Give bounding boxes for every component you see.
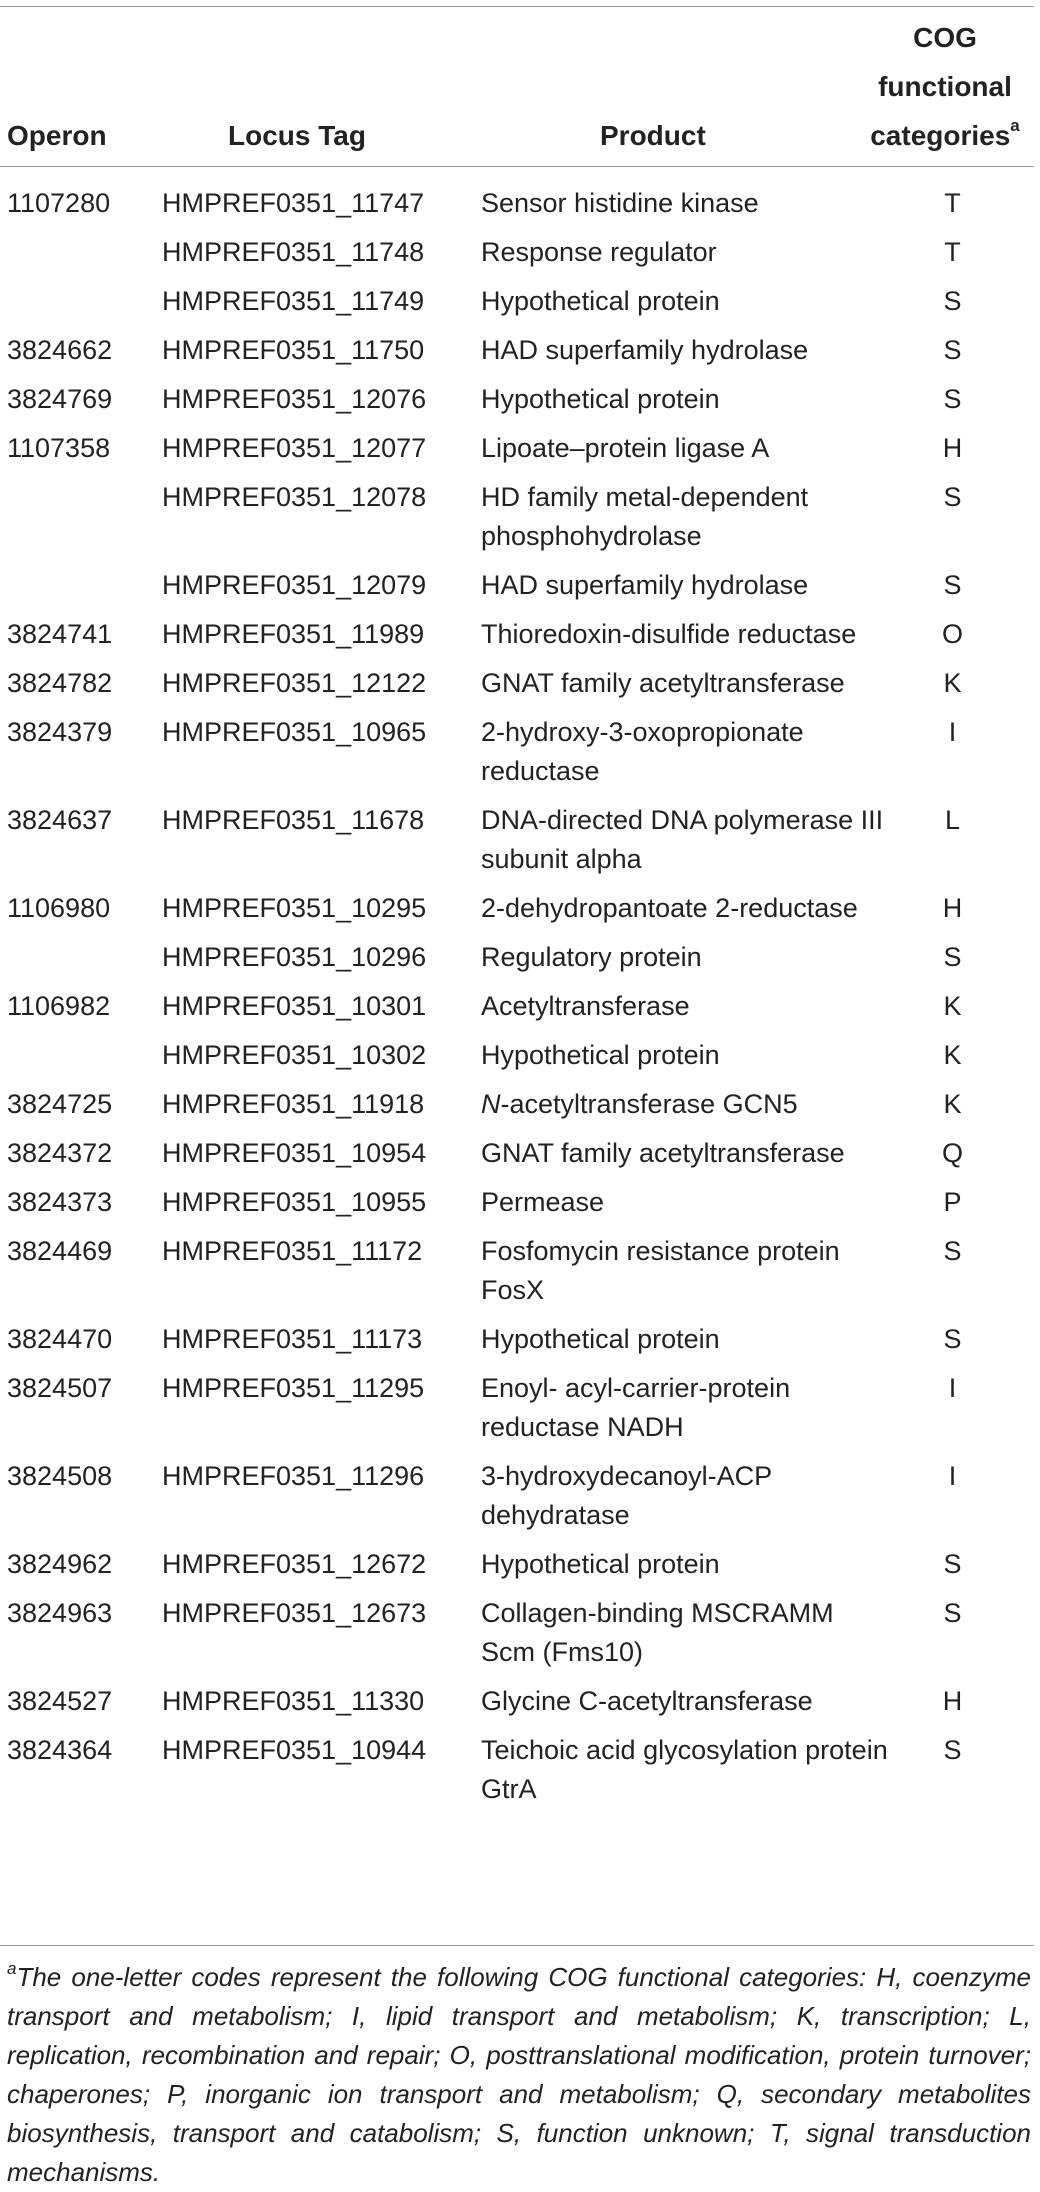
cell-locus-tag: HMPREF0351_12078: [162, 482, 427, 512]
cell-cog-category: O: [941, 619, 963, 649]
table-row: [0, 1132, 1040, 1181]
cell-locus-tag: HMPREF0351_12673: [162, 1598, 427, 1628]
cell-product: [481, 233, 891, 272]
cell-product-text: Collagen-binding MSCRAMM Scm (Fms10): [481, 1598, 834, 1667]
table-row: [0, 1181, 1040, 1230]
table-bottom-rule: [0, 1945, 1034, 1946]
cell-product: [481, 713, 891, 791]
cell-operon: 3824662: [7, 335, 113, 365]
cell-product: [481, 987, 891, 1026]
footnote-marker: a: [7, 1959, 17, 1978]
cell-locus-tag: HMPREF0351_10965: [162, 717, 427, 747]
cell-product: [481, 282, 891, 321]
header-cog-line3: categories: [870, 120, 1011, 151]
table-row: [0, 427, 1040, 476]
cell-product-text: Teichoic acid glycosylation protein GtrA: [481, 1735, 888, 1804]
cell-product-text: Hypothetical protein: [481, 1040, 720, 1070]
cell-product: [481, 889, 891, 928]
table-row: [0, 1592, 1040, 1680]
cell-operon: 3824962: [7, 1549, 113, 1579]
cell-product: [481, 664, 891, 703]
cell-locus-tag: HMPREF0351_10955: [162, 1187, 427, 1217]
header-product: Product: [600, 120, 706, 151]
cell-cog-category: S: [943, 286, 962, 316]
table-row: [0, 280, 1040, 329]
cell-cog-category: T: [944, 188, 961, 218]
cell-product: [481, 331, 891, 370]
header-locus-tag: Locus Tag: [228, 120, 366, 151]
cell-cog-category: S: [943, 384, 962, 414]
cell-cog-category: K: [943, 1040, 962, 1070]
header-cog-line3-wrap: [870, 111, 1020, 160]
cell-locus-tag: HMPREF0351_10944: [162, 1735, 427, 1765]
cell-product-text: Permease: [481, 1187, 605, 1217]
cell-operon: 3824379: [7, 717, 113, 747]
cell-product: [481, 938, 891, 977]
table-row: [0, 1318, 1040, 1367]
cell-operon: 3824741: [7, 619, 113, 649]
cell-product: [481, 566, 891, 605]
cell-locus-tag: HMPREF0351_10301: [162, 991, 427, 1021]
cell-operon: 1107280: [7, 188, 111, 218]
cell-cog-category: H: [942, 433, 963, 463]
cell-locus-tag: HMPREF0351_11678: [162, 805, 425, 835]
cell-cog-category: S: [943, 1598, 962, 1628]
table-row: [0, 476, 1040, 564]
cell-product: [481, 615, 891, 654]
table-row: [0, 662, 1040, 711]
cell-cog-category: K: [943, 1089, 962, 1119]
table-row: [0, 231, 1040, 280]
cell-cog-category: Q: [941, 1138, 963, 1168]
cell-locus-tag: HMPREF0351_12122: [162, 668, 427, 698]
cell-operon: 3824769: [7, 384, 113, 414]
cell-product-text: Hypothetical protein: [481, 1549, 720, 1579]
cell-product-text: Thioredoxin-disulfide reductase: [481, 619, 857, 649]
table-row: [0, 711, 1040, 799]
cell-cog-category: P: [943, 1187, 962, 1217]
cell-operon: 3824469: [7, 1236, 113, 1266]
cell-product: [481, 1085, 891, 1124]
cell-cog-category: S: [943, 570, 962, 600]
cell-operon: 3824725: [7, 1089, 113, 1119]
table-row: [0, 985, 1040, 1034]
cell-locus-tag: HMPREF0351_11989: [162, 619, 425, 649]
cell-operon: 3824470: [7, 1324, 113, 1354]
cell-product: [481, 1457, 891, 1535]
cell-product: [481, 1183, 891, 1222]
cell-product-text: Hypothetical protein: [481, 1324, 720, 1354]
cell-cog-category: L: [944, 805, 961, 835]
cell-operon: 1107358: [7, 433, 111, 463]
cell-locus-tag: HMPREF0351_11330: [162, 1686, 425, 1716]
cell-locus-tag: HMPREF0351_11296: [162, 1461, 425, 1491]
cell-cog-category: H: [942, 893, 963, 923]
cell-product: [481, 1369, 891, 1447]
cell-product-text: Enoyl- acyl-carrier-protein reductase NADH: [481, 1373, 791, 1442]
cell-operon: 1106980: [7, 893, 111, 923]
cell-locus-tag: HMPREF0351_11173: [162, 1324, 423, 1354]
cell-product-text: GNAT family acetyltransferase: [481, 668, 845, 698]
cell-locus-tag: HMPREF0351_10954: [162, 1138, 427, 1168]
cell-operon: 3824963: [7, 1598, 113, 1628]
cell-operon: 3824637: [7, 805, 113, 835]
cell-product-text: 2-dehydropantoate 2-reductase: [481, 893, 858, 923]
header-operon: Operon: [7, 120, 107, 151]
cell-locus-tag: HMPREF0351_11295: [162, 1373, 425, 1403]
table-body: [0, 182, 1040, 1817]
table-row: [0, 936, 1040, 985]
cell-cog-category: K: [943, 991, 962, 1021]
cell-operon: 3824372: [7, 1138, 113, 1168]
cell-operon: 3824527: [7, 1686, 113, 1716]
cell-operon: 3824507: [7, 1373, 113, 1403]
cell-cog-category: I: [948, 1461, 957, 1491]
header-cog-line1: COG: [913, 22, 977, 53]
cell-operon: 1106982: [7, 991, 111, 1021]
cell-locus-tag: HMPREF0351_10296: [162, 942, 427, 972]
cell-locus-tag: HMPREF0351_12672: [162, 1549, 427, 1579]
cell-product: [481, 1232, 891, 1310]
header-cog-line2: functional: [878, 71, 1012, 102]
cell-locus-tag: HMPREF0351_11748: [162, 237, 425, 267]
cell-cog-category: S: [943, 1324, 962, 1354]
cell-product: [481, 380, 891, 419]
cell-cog-category: I: [948, 717, 957, 747]
cell-locus-tag: HMPREF0351_11747: [162, 188, 425, 218]
cell-product: [481, 1731, 891, 1809]
cell-locus-tag: HMPREF0351_11172: [162, 1236, 423, 1266]
table-row: [0, 1230, 1040, 1318]
cell-product-text: DNA-directed DNA polymerase III subunit alpha: [481, 805, 884, 874]
cell-locus-tag: HMPREF0351_10302: [162, 1040, 427, 1070]
cell-product-text: GNAT family acetyltransferase: [481, 1138, 845, 1168]
cell-locus-tag: HMPREF0351_12076: [162, 384, 427, 414]
cell-product: [481, 478, 891, 556]
cell-product-text: Sensor histidine kinase: [481, 188, 759, 218]
cell-operon: 3824508: [7, 1461, 113, 1491]
cell-product-text: HAD superfamily hydrolase: [481, 570, 809, 600]
cell-locus-tag: HMPREF0351_10295: [162, 893, 427, 923]
table-row: [0, 378, 1040, 427]
cell-cog-category: S: [943, 1236, 962, 1266]
cell-product: [481, 1682, 891, 1721]
cell-cog-category: S: [943, 335, 962, 365]
cell-cog-category: S: [943, 942, 962, 972]
cell-product-text: Glycine C-acetyltransferase: [481, 1686, 813, 1716]
cell-cog-category: K: [943, 668, 962, 698]
table-row: [0, 1083, 1040, 1132]
cell-product-text: Regulatory protein: [481, 942, 702, 972]
cell-product: [481, 801, 891, 879]
cell-product: [481, 429, 891, 468]
header-cog-footnote-marker: a: [1010, 116, 1020, 135]
table-footnote: [7, 1958, 1031, 2192]
cell-cog-category: S: [943, 1549, 962, 1579]
cell-product: [481, 1320, 891, 1359]
cell-product-text: 2-hydroxy-3-oxopropionate reductase: [481, 717, 804, 786]
cell-cog-category: T: [944, 237, 961, 267]
table-row: [0, 1455, 1040, 1543]
cell-operon: 3824782: [7, 668, 113, 698]
table-header-rule: [0, 166, 1034, 167]
cell-product: [481, 1594, 891, 1672]
cell-cog-category: S: [943, 1735, 962, 1765]
table-row: [0, 799, 1040, 887]
table-row: [0, 1034, 1040, 1083]
cell-product-text: Fosfomycin resistance protein FosX: [481, 1236, 840, 1305]
cell-cog-category: H: [942, 1686, 963, 1716]
table-row: [0, 564, 1040, 613]
cell-product-text: Response regulator: [481, 237, 717, 267]
header-cog-functional-categories: [870, 13, 1020, 160]
cell-operon: 3824364: [7, 1735, 113, 1765]
cell-product-italic: N: [481, 1089, 501, 1119]
table-row: [0, 329, 1040, 378]
cell-product-text: Acetyltransferase: [481, 991, 690, 1021]
cell-cog-category: I: [948, 1373, 957, 1403]
table-row: [0, 182, 1040, 231]
table-row: [0, 1729, 1040, 1817]
cell-product-text: -acetyltransferase GCN5: [500, 1089, 798, 1119]
cell-product: [481, 1545, 891, 1584]
table-row: [0, 887, 1040, 936]
cell-cog-category: S: [943, 482, 962, 512]
cell-product-text: Hypothetical protein: [481, 286, 720, 316]
cell-locus-tag: HMPREF0351_12079: [162, 570, 427, 600]
cell-locus-tag: HMPREF0351_11749: [162, 286, 425, 316]
cell-locus-tag: HMPREF0351_12077: [162, 433, 427, 463]
cell-product-text: Lipoate–protein ligase A: [481, 433, 770, 463]
cell-product-text: Hypothetical protein: [481, 384, 720, 414]
table-row: [0, 1680, 1040, 1729]
cell-product: [481, 1134, 891, 1173]
cell-operon: 3824373: [7, 1187, 113, 1217]
table-row: [0, 613, 1040, 662]
table-top-rule: [0, 6, 1034, 7]
table-row: [0, 1367, 1040, 1455]
cell-locus-tag: HMPREF0351_11918: [162, 1089, 425, 1119]
cell-product: [481, 1036, 891, 1075]
cell-locus-tag: HMPREF0351_11750: [162, 335, 425, 365]
cell-product: [481, 184, 891, 223]
cell-product-text: HD family metal-dependent phosphohydrolase: [481, 482, 809, 551]
cell-product-text: 3-hydroxydecanoyl-ACP dehydratase: [481, 1461, 772, 1530]
footnote-text: The one-letter codes represent the following COG functional categories: H, coenzyme transport and metabolism; I, lipid transport and metabolism; K, transcription; L, replication, recombination and repair; O, posttranslational modification, protein turnover; chaperones; P, inorganic ion transport and metabolism; Q, secondary metabolites biosynthesis, transport and catabolism; S, function unknown; T, signal transduction mechanisms.: [7, 1962, 1031, 2187]
cell-product-text: HAD superfamily hydrolase: [481, 335, 809, 365]
table-row: [0, 1543, 1040, 1592]
